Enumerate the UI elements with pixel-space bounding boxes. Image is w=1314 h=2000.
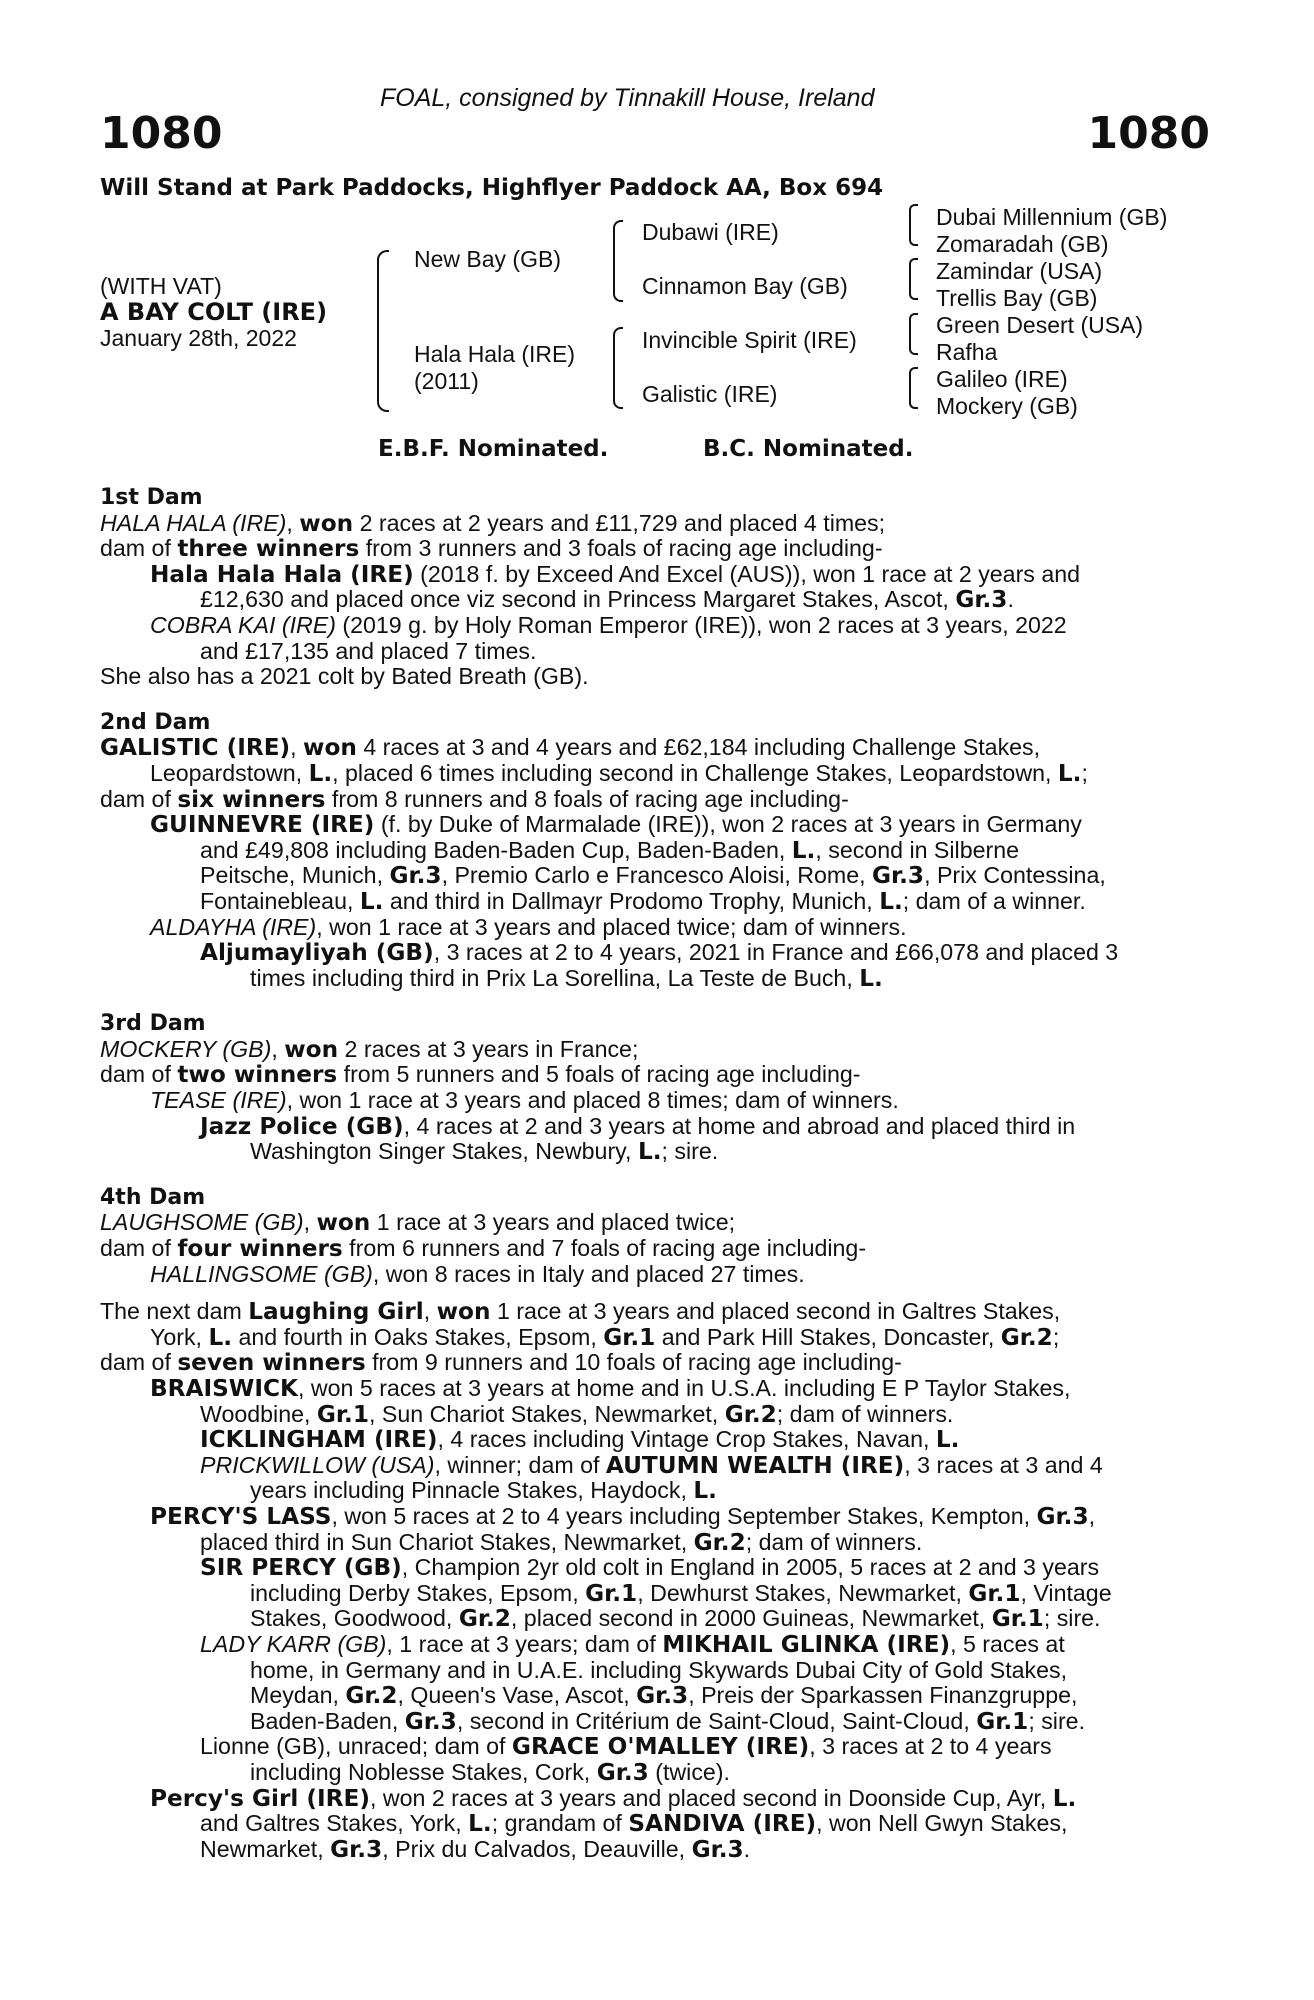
produce-summary: dam of seven winners from 9 runners and 10 foals of racing age including- xyxy=(100,1349,902,1377)
pedigree-brace-ss xyxy=(909,204,918,246)
pedigree-dsd: Rafha xyxy=(936,339,998,365)
pedigree-ds: Invincible Spirit (IRE) xyxy=(642,327,857,353)
section-heading-3rd-dam: 3rd Dam xyxy=(100,1011,206,1037)
dam-line: LAUGHSOME (GB), won 1 race at 3 years and placed twice; xyxy=(100,1209,736,1237)
horse-dob: January 28th, 2022 xyxy=(100,325,297,351)
pedigree-ss: Dubawi (IRE) xyxy=(642,219,779,245)
produce-entry-cont: Meydan, Gr.2, Queen's Vase, Ascot, Gr.3, Preis der Sparkassen Finanzgruppe, xyxy=(250,1682,1078,1710)
produce-summary: dam of two winners from 5 runners and 5 foals of racing age including- xyxy=(100,1061,861,1089)
produce-entry: LADY KARR (GB), 1 race at 3 years; dam of MIKHAIL GLINKA (IRE), 5 races at xyxy=(200,1630,1065,1658)
pedigree-dam-year: (2011) xyxy=(414,368,479,394)
ebf-nomination: E.B.F. Nominated. xyxy=(378,436,609,462)
produce-entry: Hala Hala Hala (IRE) (2018 f. by Exceed And Excel (AUS)), won 1 race at 2 years and xyxy=(150,560,1081,588)
produce-entry: TEASE (IRE), won 1 race at 3 years and placed 8 times; dam of winners. xyxy=(150,1087,899,1114)
section-heading-4th-dam: 4th Dam xyxy=(100,1184,206,1210)
lot-number-right: 1080 xyxy=(1087,108,1210,159)
pedigree-sdd: Trellis Bay (GB) xyxy=(936,285,1098,311)
produce-entry-cont: Washington Singer Stakes, Newbury, L.; sire. xyxy=(250,1138,719,1166)
produce-entry: Percy's Girl (IRE), won 2 races at 3 years and placed second in Doonside Cup, Ayr, L. xyxy=(150,1784,1077,1812)
produce-entry-cont: times including third in Prix La Sorellina, La Teste de Buch, L. xyxy=(250,964,883,992)
pedigree-ssd: Zomaradah (GB) xyxy=(936,231,1109,257)
pedigree-brace-sire xyxy=(613,220,623,302)
pedigree-dss: Green Desert (USA) xyxy=(936,312,1144,338)
produce-entry-cont: including Derby Stakes, Epsom, Gr.1, Dewhurst Stakes, Newmarket, Gr.1, Vintage xyxy=(250,1579,1112,1607)
produce-entry: BRAISWICK, won 5 races at 3 years at home and in U.S.A. including E P Taylor Stakes, xyxy=(150,1375,1071,1402)
next-dam-line-cont: York, L. and fourth in Oaks Stakes, Epsom, Gr.1 and Park Hill Stakes, Doncaster, Gr.2; xyxy=(150,1323,1060,1351)
pedigree-dd: Galistic (IRE) xyxy=(642,381,778,407)
produce-entry: PRICKWILLOW (USA), winner; dam of AUTUMN WEALTH (IRE), 3 races at 3 and 4 xyxy=(200,1451,1103,1479)
produce-note: She also has a 2021 colt by Bated Breath (GB). xyxy=(100,663,589,690)
consignor-line: FOAL, consigned by Tinnakill House, Ireland xyxy=(380,84,875,112)
section-heading-2nd-dam: 2nd Dam xyxy=(100,709,211,735)
produce-entry: GUINNEVRE (IRE) (f. by Duke of Marmalade (IRE)), won 2 races at 3 years in Germany xyxy=(150,811,1082,839)
pedigree-brace-main xyxy=(377,250,389,412)
produce-entry-cont: including Noblesse Stakes, Cork, Gr.3 (twice). xyxy=(250,1758,730,1786)
pedigree-ddd: Mockery (GB) xyxy=(936,393,1078,419)
next-dam-line: The next dam Laughing Girl, won 1 race at 3 years and placed second in Galtres Stakes, xyxy=(100,1298,1061,1326)
produce-entry: Jazz Police (GB), 4 races at 2 and 3 years at home and abroad and placed third in xyxy=(200,1112,1076,1140)
produce-entry-cont: years including Pinnacle Stakes, Haydock, L. xyxy=(250,1477,717,1505)
pedigree-brace-dam xyxy=(613,327,623,409)
pedigree-brace-sd xyxy=(909,258,918,300)
produce-entry-cont: £12,630 and placed once viz second in Princess Margaret Stakes, Ascot, Gr.3. xyxy=(200,586,1014,614)
produce-entry-cont: Fontainebleau, L. and third in Dallmayr Prodomo Trophy, Munich, L.; dam of a winner. xyxy=(200,887,1086,915)
produce-entry-cont: Peitsche, Munich, Gr.3, Premio Carlo e Francesco Aloisi, Rome, Gr.3, Prix Contessina, xyxy=(200,862,1106,890)
stand-location: Will Stand at Park Paddocks, Highflyer Paddock AA, Box 694 xyxy=(100,175,884,201)
dam-line: HALA HALA (IRE), won 2 races at 2 years and £11,729 and placed 4 times; xyxy=(100,509,886,537)
lot-number-left: 1080 xyxy=(100,108,223,159)
section-heading-1st-dam: 1st Dam xyxy=(100,485,203,510)
vat-note: (WITH VAT) xyxy=(100,273,222,299)
produce-entry: ICKLINGHAM (IRE), 4 races including Vintage Crop Stakes, Navan, L. xyxy=(200,1426,960,1454)
produce-entry-cont: Baden-Baden, Gr.3, second in Critérium de Saint-Cloud, Saint-Cloud, Gr.1; sire. xyxy=(250,1707,1086,1735)
produce-entry-cont: Woodbine, Gr.1, Sun Chariot Stakes, Newmarket, Gr.2; dam of winners. xyxy=(200,1400,954,1428)
horse-name: A BAY COLT (IRE) xyxy=(100,298,328,326)
produce-entry-cont: Stakes, Goodwood, Gr.2, placed second in 2000 Guineas, Newmarket, Gr.1; sire. xyxy=(250,1605,1101,1633)
produce-record xyxy=(100,485,1205,1862)
pedigree-brace-ds xyxy=(909,313,918,355)
produce-entry-cont: and £17,135 and placed 7 times. xyxy=(200,637,537,664)
produce-entry: ALDAYHA (IRE), won 1 race at 3 years and placed twice; dam of winners. xyxy=(150,913,907,940)
produce-entry: PERCY'S LASS, won 5 races at 2 to 4 years including September Stakes, Kempton, Gr.3, xyxy=(150,1502,1096,1530)
produce-entry-cont: Newmarket, Gr.3, Prix du Calvados, Deauville, Gr.3. xyxy=(200,1835,751,1863)
pedigree-sds: Zamindar (USA) xyxy=(936,258,1103,284)
pedigree-sss: Dubai Millennium (GB) xyxy=(936,204,1168,230)
dam-line: GALISTIC (IRE), won 4 races at 3 and 4 years and £62,184 including Challenge Stakes, xyxy=(100,734,1041,762)
dam-line-cont: Leopardstown, L., placed 6 times including second in Challenge Stakes, Leopardstown, L.; xyxy=(150,759,1088,787)
produce-entry-cont: home, in Germany and in U.A.E. including Skywards Dubai City of Gold Stakes, xyxy=(250,1656,1068,1683)
produce-entry-cont: and Galtres Stakes, York, L.; grandam of SANDIVA (IRE), won Nell Gwyn Stakes, xyxy=(200,1810,1068,1838)
pedigree-sire: New Bay (GB) xyxy=(414,246,561,272)
pedigree-dam: Hala Hala (IRE) xyxy=(414,341,576,367)
produce-summary: dam of six winners from 8 runners and 8 foals of racing age including- xyxy=(100,785,849,813)
produce-entry: COBRA KAI (IRE) (2019 g. by Holy Roman Emperor (IRE)), won 2 races at 3 years, 2022 xyxy=(150,611,1067,638)
dam-line: MOCKERY (GB), won 2 races at 3 years in France; xyxy=(100,1035,639,1063)
produce-entry-cont: placed third in Sun Chariot Stakes, Newmarket, Gr.2; dam of winners. xyxy=(200,1528,923,1556)
pedigree-dds: Galileo (IRE) xyxy=(936,366,1068,392)
bc-nomination: B.C. Nominated. xyxy=(703,436,914,462)
produce-summary: dam of three winners from 3 runners and 3 foals of racing age including- xyxy=(100,535,883,563)
produce-entry: Lionne (GB), unraced; dam of GRACE O'MALLEY (IRE), 3 races at 2 to 4 years xyxy=(200,1733,1052,1761)
produce-entry: Aljumayliyah (GB), 3 races at 2 to 4 years, 2021 in France and £66,078 and placed 3 xyxy=(200,939,1119,967)
produce-entry: HALLINGSOME (GB), won 8 races in Italy and placed 27 times. xyxy=(150,1260,805,1287)
pedigree-brace-dd xyxy=(909,367,918,409)
produce-summary: dam of four winners from 6 runners and 7 foals of racing age including- xyxy=(100,1235,867,1263)
pedigree-sd: Cinnamon Bay (GB) xyxy=(642,273,848,299)
produce-entry: SIR PERCY (GB), Champion 2yr old colt in England in 2005, 5 races at 2 and 3 years xyxy=(200,1554,1100,1582)
produce-entry-cont: and £49,808 including Baden-Baden Cup, Baden-Baden, L., second in Silberne xyxy=(200,836,1020,864)
